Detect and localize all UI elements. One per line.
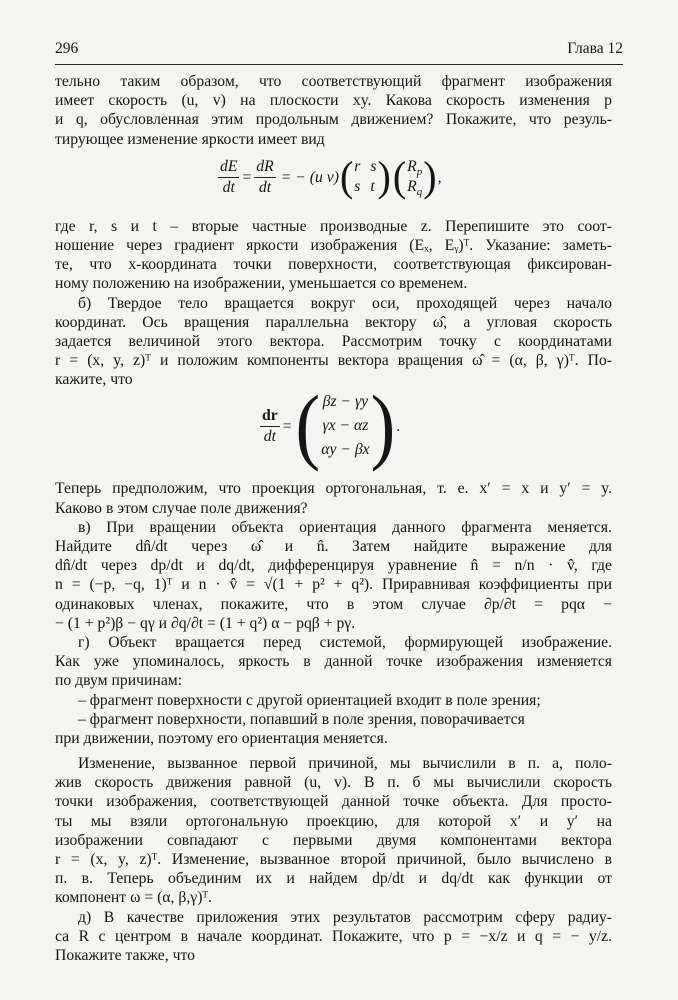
- text-line: ты мы взяли ортогональную проекцию, для которой x′ и y′ на: [55, 812, 612, 830]
- text-line: б) Твердое тело вращается вокруг оси, проходящей через начало: [78, 294, 612, 312]
- text-line: компонент ω = (α, β,γ)ᵀ.: [55, 889, 213, 907]
- paragraph-e: [55, 754, 612, 908]
- text-line: Изменение, вызванное первой причиной, мы вычислили в п. а, поло-: [78, 755, 612, 773]
- text-line: са R с центром в начале координат. Покажите, что p = −x/z и q = − y/z.: [55, 927, 612, 945]
- text-line: те, что x-координата точки поверхности, соответствующая фиксирован-: [55, 256, 612, 274]
- text-line: точки изображения, соответствующей данной точке объекта. Для просто-: [55, 793, 612, 811]
- text-line: г) Объект вращается перед системой, формирующей изображение.: [78, 633, 612, 651]
- text-line: имеет скорость (u, v) на плоскости xy. Какова скорость изменения p: [55, 92, 612, 110]
- reason-list: [55, 691, 612, 749]
- list-item: – фрагмент поверхности с другой ориентацией входит в поле зрения;: [78, 691, 541, 709]
- paragraph-b-continued: [55, 479, 612, 517]
- eq-rhs-velocity: = − (u v): [280, 168, 339, 186]
- text-line: одинаковых членах, покажите, что в этом случае ∂p/∂t = pqα −: [55, 595, 612, 613]
- text-line: по двум причинам:: [55, 672, 183, 690]
- text-line: dn̂/dt через dp/dt и dq/dt, дифференцируя уравнение n̂ = n/n · v̂, где: [55, 557, 612, 575]
- text-line: координат. Ось вращения параллельна вектору ω̂, а угловая скорость: [55, 313, 612, 331]
- list-item-continued: при движении, поэтому его ориентация меняется.: [55, 729, 388, 747]
- fraction-dR-dt: $\frac{dR}{dt}$: [256, 157, 274, 196]
- fraction-dE-dt: $\frac{dE}{dt}$: [220, 157, 238, 196]
- text-line: тельно таким образом, что соответствующий фрагмент изображения: [55, 73, 612, 90]
- gradient-vector: $R_p$ $R_q$: [407, 158, 423, 199]
- text-line: Покажите также, что: [55, 946, 195, 964]
- text-line: Каково в этом случае поле движения?: [55, 499, 308, 517]
- page-body: [55, 72, 612, 965]
- text-line: − (1 + p²)β − qγ и ∂q/∂t = (1 + q²) α − pqβ + pγ.: [55, 614, 356, 632]
- equation-rotation-velocity: $\frac{dr}{dt}$ = ( βz − γy γx − αz αy − βx ) .: [262, 379, 401, 474]
- text-line: д) В качестве приложения этих результатов рассмотрим сферу радиу-: [78, 908, 612, 926]
- paragraph-d: [55, 633, 612, 691]
- text-line: Теперь предположим, что проекция ортогональная, т. е. x′ = x и y′ = y.: [55, 480, 612, 498]
- rotation-vector-components: βz − γy γx − αz αy − βx: [321, 393, 370, 459]
- text-line: в) При вращении объекта ориентация данного фрагмента меняется.: [78, 518, 612, 536]
- header-rule: [55, 64, 623, 65]
- fraction-dr-dt: $\frac{dr}{dt}$: [262, 406, 278, 445]
- paragraph-f: [55, 908, 612, 966]
- text-line: задается величиной этого вектора. Рассмотрим точку с координатами: [55, 332, 612, 350]
- list-item: – фрагмент поверхности, попавший в поле зрения, поворачивается: [78, 710, 525, 728]
- text-line: Найдите dn̂/dt через ω̂ и n̂. Затем найдите выражение для: [55, 538, 612, 555]
- equation-brightness-change: $\frac{dE}{dt}$ = $\frac{dR}{dt}$ = − (u v) ( r s s t ) ( $R_p$ $R_q$ ) ,: [220, 153, 442, 201]
- text-line: тирующее изменение яркости имеет вид: [55, 130, 325, 148]
- text-line: и q, обусловленная этим продольным движением? Покажите, что резуль-: [55, 111, 612, 129]
- paragraph-a: [55, 72, 612, 149]
- text-line: r = (x, y, z)ᵀ и положим компоненты вектора вращения ω̂ = (α, β, γ)ᵀ. По-: [55, 352, 612, 370]
- text-line: изображении совпадают с первыми двумя компонентами вектора: [55, 831, 612, 849]
- hessian-matrix: r s s t: [354, 158, 377, 196]
- text-line: кажите, что: [55, 371, 133, 389]
- paragraph-a-continued: [55, 217, 612, 294]
- text-line: n = (−p, −q, 1)ᵀ и n · v̂ = √(1 + p² + q²). Приравнивая коэффициенты при: [55, 576, 612, 594]
- text-line: r = (x, y, z)ᵀ. Изменение, вызванное второй причиной, было вычислено в: [55, 851, 612, 868]
- text-line: п. в. Теперь объединим их и найдем dp/dt и dq/dt как функции от: [55, 870, 612, 888]
- paragraph-b: [55, 294, 612, 390]
- paragraph-c: [55, 518, 612, 633]
- text-line: Как уже упоминалось, яркость в данной точке изображения изменяется: [55, 653, 612, 671]
- text-line: где r, s и t – вторые частные производные z. Перепишите это соот-: [55, 217, 612, 235]
- text-line: ношение через градиент яркости изображения (Eₓ, Eᵧ)ᵀ. Указание: заметь-: [55, 236, 612, 254]
- text-line: жив скорость движения равной (u, v). В п. б мы вычислили скорость: [55, 774, 612, 792]
- page-number: 296: [55, 40, 79, 57]
- text-line: ному положению на изображении, уменьшается со временем.: [55, 275, 468, 293]
- chapter-title: Глава 12: [567, 40, 623, 57]
